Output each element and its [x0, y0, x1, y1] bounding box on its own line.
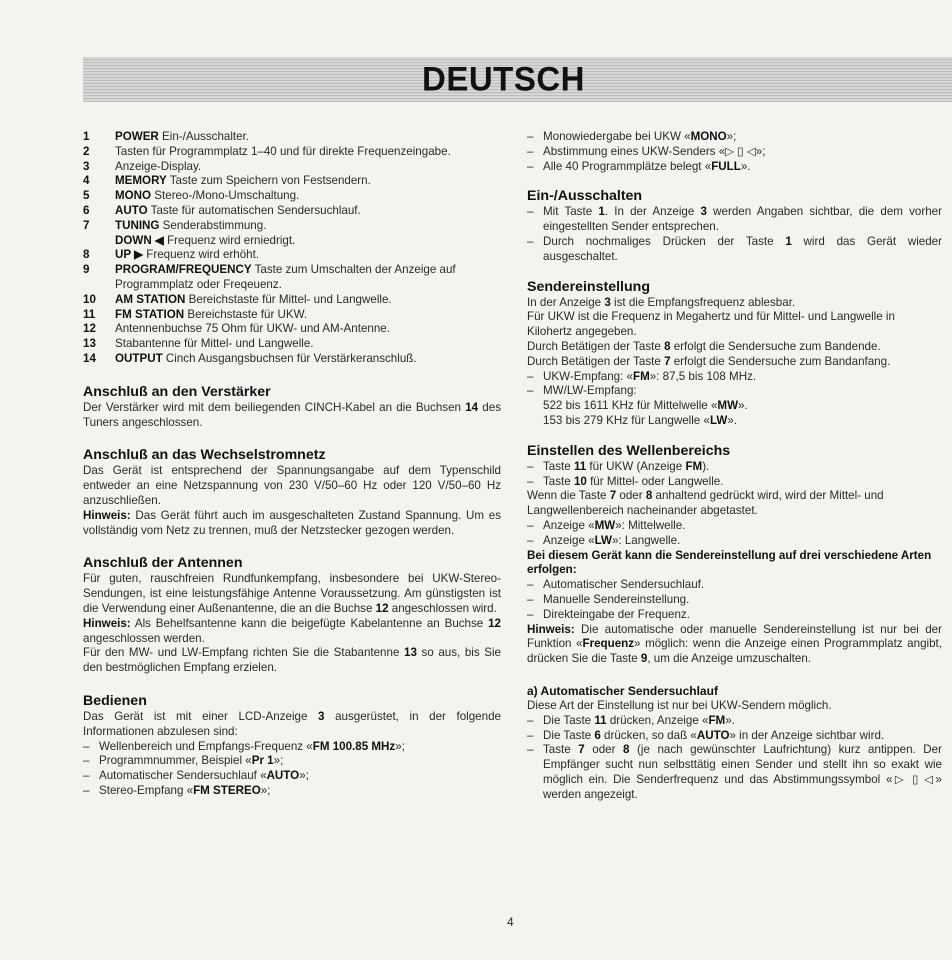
ref-number: 8	[645, 489, 653, 503]
list-item: – Stereo-Empfang «FM STEREO»;	[83, 783, 271, 797]
list-item: – Abstimmung eines UKW-Senders «▷ ▯ ◁»;	[527, 145, 942, 160]
text: Alle 40 Programmplätze belegt «	[543, 159, 712, 173]
text: Die Taste	[543, 713, 595, 727]
control-list-item	[83, 263, 501, 293]
display-text: AUTO	[696, 728, 730, 742]
control-list-item	[83, 204, 501, 219]
text: Durch nochmaliges Drücken der Taste	[543, 234, 786, 248]
item-number: 3	[83, 159, 90, 173]
list-item: – Alle 40 Programmplätze belegt «FULL».	[527, 159, 751, 173]
control-key-name: MONO	[115, 189, 152, 203]
item-text	[115, 145, 501, 160]
control-list-item	[83, 145, 501, 160]
text: Automatischer Sendersuchlauf «	[99, 769, 267, 783]
text: drücken, Anzeige «	[606, 713, 709, 727]
item-number: 7	[83, 218, 90, 232]
item-number: 4	[83, 174, 90, 188]
text: Als Behelfsantenne kann die beigefügte Kabelantenne an Buchse	[130, 616, 489, 630]
item-text	[115, 352, 501, 367]
list-item: – Die Taste 11 drücken, Anzeige «FM».	[527, 713, 735, 727]
list-item: – Direkteingabe der Frequenz.	[527, 608, 942, 623]
control-list-item	[83, 189, 501, 204]
control-description: Stereo-/Mono-Umschaltung.	[151, 189, 300, 203]
text: »;	[726, 130, 737, 143]
hint-label: Hinweis:	[83, 616, 131, 630]
paragraph: Diese Art der Einstellung ist nur bei UKW-Sendern möglich.	[527, 698, 832, 712]
ref-number: 10	[573, 474, 587, 488]
text: Das Gerät führt auch im ausgeschalteten Zustand Spannung. Um es vollständig vom Netz zu trennen, muß der Netzstecker gezogen werden.	[83, 508, 501, 537]
text: wird das Gerät wieder ausgeschaltet.	[543, 234, 942, 263]
bold-note: Bei diesem Gerät kann die Sendereinstellung auf drei verschiedene Arten erfolgen:	[527, 548, 932, 577]
ref-number: 11	[594, 713, 607, 727]
text: ».	[740, 159, 751, 173]
item-number: 5	[83, 189, 90, 203]
section-heading-amplifier: Anschluß an den Verstärker	[83, 383, 271, 400]
list-item: – Durch nochmaliges Drücken der Taste 1 wird das Gerät wieder ausgeschaltet.	[527, 234, 942, 263]
text: »;	[273, 754, 284, 768]
text: für Mittel- oder Langwelle.	[586, 474, 724, 488]
display-text: MW	[717, 399, 739, 413]
display-text: FM STEREO	[193, 783, 261, 797]
ref-number: 3	[318, 709, 325, 723]
hint-label: Hinweis:	[83, 508, 131, 522]
text: , um die Anzeige umzuschalten.	[647, 652, 812, 666]
item-number: 11	[83, 307, 96, 321]
paragraph	[83, 710, 501, 740]
text: Die automatische oder manuelle Sendereinstellung ist nur bei der Funktion «	[527, 622, 942, 651]
list-subline	[527, 399, 942, 414]
section-heading-on-off: Ein-/Ausschalten	[527, 188, 643, 205]
text: angeschlossen werden.	[83, 631, 205, 645]
display-text: FM 100.85 MHz	[312, 739, 396, 753]
paragraph	[527, 296, 942, 311]
text: erfolgt die Sendersuche zum Bandanfang.	[670, 354, 891, 368]
controls-list	[83, 130, 501, 367]
item-text	[115, 130, 501, 145]
text: Manuelle Sendereinstellung.	[543, 592, 690, 606]
subsection-heading-auto-search: a) Automatischer Sendersuchlauf	[527, 683, 718, 698]
item-number: 8	[83, 248, 90, 262]
item-number: 10	[83, 292, 96, 306]
display-text: FULL	[711, 159, 741, 173]
text: »: Langwelle.	[611, 533, 681, 547]
ref-number: 9	[640, 652, 648, 666]
text: des Tuners angeschlossen.	[83, 400, 501, 429]
control-key-name: AUTO	[115, 203, 148, 217]
page-number: 4	[507, 915, 514, 929]
section-heading-power: Anschluß an das Wechselstromnetz	[83, 447, 326, 464]
ref-number: 7	[664, 354, 671, 368]
list-item: – Mit Taste 1. In der Anzeige 3 werden Angaben sichtbar, die dem vorher eingestellten Sender entsprechen.	[527, 205, 942, 234]
control-list-item	[83, 174, 501, 189]
ref-number: 3	[700, 205, 707, 219]
paragraph	[83, 401, 501, 431]
item-text	[115, 293, 501, 308]
control-key-name: PROGRAM/FREQUENCY	[115, 263, 252, 277]
ref-number: 8	[664, 339, 671, 353]
display-text: LW	[709, 413, 728, 427]
text: »: 87,5 bis 108 MHz.	[649, 369, 757, 383]
text: werden Angaben sichtbar, die dem vorher eingestellten Sender entsprechen.	[543, 205, 942, 234]
list-item: – Programmnummer, Beispiel «Pr 1»;	[83, 754, 284, 768]
text: Automatischer Sendersuchlauf.	[543, 578, 705, 592]
text: UKW-Empfang: «	[543, 369, 633, 383]
control-key-name: DOWN ◀	[115, 233, 164, 247]
list-item: – Die Taste 6 drücken, so daß «AUTO» in der Anzeige sichtbar wird.	[527, 728, 885, 742]
section-heading-antennas: Anschluß der Antennen	[83, 555, 243, 572]
control-description: Taste zum Umschalten der Anzeige auf Programmplatz oder Freqeuenz.	[115, 263, 456, 291]
control-list-item	[83, 248, 501, 263]
item-text	[115, 174, 501, 189]
control-list-item	[83, 130, 501, 145]
list-item: – Wellenbereich und Empfangs-Frequenz «FM 100.85 MHz»;	[83, 739, 405, 753]
control-description: Bereichstaste für Mittel- und Langwelle.	[185, 292, 392, 306]
item-number: 6	[83, 203, 90, 217]
ref-number: 11	[573, 459, 587, 473]
list-item: – Anzeige «MW»: Mittelwelle.	[527, 518, 686, 532]
page-title: DEUTSCH	[422, 59, 586, 98]
control-description: Frequenz wird erniedrigt.	[163, 233, 296, 247]
display-text: MW	[594, 518, 616, 532]
item-text	[115, 337, 501, 352]
text: so aus, bis Sie den bestmöglichen Empfang erzielen.	[83, 646, 501, 675]
text: Die Taste	[543, 728, 595, 742]
control-description: Senderabstimmung.	[159, 218, 267, 232]
text: anhaltend gedrückt wird, wird der Mittel- und Langwellenbereich nacheinander abgetastet.	[527, 489, 884, 518]
text: ausgerüstet, in der folgende Informationen abzulesen sind:	[83, 709, 501, 738]
section-heading-tuning: Sendereinstellung	[527, 278, 650, 295]
display-text: FM	[708, 713, 726, 727]
text: drücken, so daß «	[600, 728, 697, 742]
control-description: Cinch Ausgangsbuchsen für Verstärkeranschluß.	[162, 351, 417, 365]
control-key-name: UP ▶	[115, 248, 144, 262]
text: MW/LW-Empfang:	[543, 384, 637, 398]
paragraph: Das Gerät ist entsprechend der Spannungsangabe auf dem Typenschild entweder an eine Netzspannung von 230 V/50–60 Hz oder 120 V/50–60 Hz anzuschließen.	[83, 464, 501, 507]
list-item: – UKW-Empfang: «FM»: 87,5 bis 108 MHz.	[527, 369, 757, 383]
text: ).	[702, 459, 710, 473]
control-key-name: POWER	[115, 130, 159, 143]
control-list-item	[83, 308, 501, 323]
text: »;	[395, 739, 405, 753]
item-number: 9	[83, 263, 90, 277]
paragraph: Für UKW ist die Frequenz in Megahertz und für Mittel- und Langwelle in Kilohertz angegeben.	[527, 310, 895, 339]
text: Programmnummer, Beispiel «	[99, 754, 252, 768]
text: Wellenbereich und Empfangs-Frequenz «	[99, 739, 313, 753]
item-number: 14	[83, 351, 96, 365]
text: Der Verstärker wird mit dem beiliegenden CINCH-Kabel an die Buchsen	[83, 400, 466, 414]
list-item: – Taste 7 oder 8 (je nach gewünschter Laufrichtung) kurz antippen. Der Empfänger sucht nun selbsttätig einen Sender und stellt ihn so exakt wie möglich ein. Die Senderfrequenz und das Abstimmungssymbol «▷ ▯ ◁» werden angezeigt.	[527, 743, 942, 801]
control-list-item	[83, 352, 501, 367]
display-text: FM	[685, 459, 703, 473]
item-text	[115, 234, 501, 249]
text: ist die Empfangsfrequenz ablesbar.	[610, 295, 796, 309]
text: oder	[584, 743, 624, 757]
text: 153 bis 279 KHz für Langwelle «	[543, 413, 710, 427]
item-number: 2	[83, 144, 90, 158]
section-heading-operation: Bedienen	[83, 692, 147, 709]
item-text	[115, 322, 501, 337]
text: Taste	[543, 474, 574, 488]
display-text: LW	[594, 533, 612, 547]
list-item: – Anzeige «LW»: Langwelle.	[527, 533, 681, 547]
item-text	[115, 204, 501, 219]
display-text: FM	[633, 369, 650, 383]
control-list-item	[83, 219, 501, 234]
control-description: Tasten für Programmplatz 1–40 und für direkte Frequenzeingabe.	[115, 144, 451, 158]
control-key-name: OUTPUT	[115, 351, 163, 365]
text: Durch Betätigen der Taste	[527, 339, 665, 353]
item-text	[115, 189, 501, 204]
display-text: MONO	[690, 130, 727, 143]
control-list-item	[83, 322, 501, 337]
item-number: 13	[83, 337, 96, 351]
ref-number: 1	[785, 234, 792, 248]
hint	[83, 617, 501, 647]
control-list-item	[83, 160, 501, 175]
item-number	[83, 234, 115, 249]
paragraph	[83, 646, 501, 676]
control-key-name: TUNING	[115, 218, 160, 232]
list-item: – Taste 11 für UKW (Anzeige FM).	[527, 459, 710, 473]
text: » in der Anzeige sichtbar wird.	[729, 728, 885, 742]
section-heading-band: Einstellen des Wellenbereichs	[527, 442, 731, 459]
left-column	[83, 130, 501, 799]
control-description: Taste für automatischen Sendersuchlauf.	[147, 203, 361, 217]
control-description: Taste zum Speichern von Festsendern.	[166, 174, 371, 188]
text: »: Mittelwelle.	[615, 518, 686, 532]
text: Stereo-Empfang «	[99, 783, 194, 797]
control-description: Ein-/Ausschalter.	[158, 130, 250, 143]
text: ».	[725, 713, 735, 727]
text: (je nach gewünschter Laufrichtung) kurz antippen. Der Empfänger sucht nun selbsttätig einen Sender und stellt ihn so exakt wie möglich ein. Die Senderfrequenz und das Abstimmungssymbol «▷ ▯ ◁» werden angezeigt.	[543, 743, 942, 801]
list-item: – Automatischer Sendersuchlauf.	[527, 578, 942, 593]
item-text	[115, 160, 501, 175]
text: ».	[738, 399, 748, 413]
list-item: – MW/LW-Empfang:	[527, 384, 942, 399]
text: Mit Taste	[543, 205, 599, 219]
ref-number: 3	[604, 295, 611, 309]
text: Abstimmung eines UKW-Senders «▷ ▯ ◁»;	[543, 144, 766, 158]
paragraph	[527, 489, 942, 519]
text: Anzeige «	[543, 533, 595, 547]
right-column	[527, 130, 942, 802]
text: Das Gerät ist mit einer LCD-Anzeige	[83, 709, 319, 723]
hint	[527, 623, 942, 667]
control-list-item	[83, 293, 501, 308]
control-list-item	[83, 234, 501, 249]
text: Taste	[543, 459, 574, 473]
text: 522 bis 1611 KHz für Mittelwelle «	[543, 399, 718, 413]
text: »;	[299, 769, 309, 783]
ref-number: 12	[488, 616, 501, 630]
control-description: Anzeige-Display.	[115, 159, 202, 173]
text: oder	[616, 489, 646, 503]
control-key-name: FM STATION	[115, 307, 185, 321]
text: angeschlossen wird.	[388, 601, 497, 615]
ref-number: 14	[465, 400, 479, 414]
paragraph	[83, 572, 501, 616]
item-number: 12	[83, 322, 96, 336]
control-description: Stabantenne für Mittel- und Langwelle.	[115, 337, 314, 351]
item-text	[115, 308, 501, 323]
text: Anzeige «	[543, 518, 595, 532]
text: In der Anzeige	[527, 295, 605, 309]
ref-number: 12	[375, 601, 389, 615]
item-text	[115, 263, 501, 293]
text: Durch Betätigen der Taste	[527, 354, 665, 368]
display-text: AUTO	[266, 769, 300, 783]
item-text	[115, 219, 501, 234]
text: Für den MW- und LW-Empfang richten Sie die Stabantenne	[83, 646, 404, 660]
text: erfolgt die Sendersuche zum Bandende.	[670, 339, 881, 353]
text: für UKW (Anzeige	[586, 459, 686, 473]
text: Wenn die Taste	[527, 489, 610, 503]
text: » möglich: wenn die Anzeige einen Programmplatz angibt, drücken Sie die Taste	[527, 637, 942, 666]
text: Monowiedergabe bei UKW «	[543, 130, 691, 143]
control-key-name: AM STATION	[115, 292, 186, 306]
ref-number: 1	[598, 205, 605, 219]
list-item: – Manuelle Sendereinstellung.	[527, 593, 942, 608]
paragraph	[527, 340, 942, 355]
control-description: Antennenbuchse 75 Ohm für UKW- und AM-Antenne.	[115, 322, 390, 336]
text: . In der Anzeige	[604, 205, 701, 219]
control-description: Bereichstaste für UKW.	[184, 307, 308, 321]
display-text: Pr 1	[251, 754, 274, 768]
control-description: Frequenz wird erhöht.	[143, 248, 260, 262]
item-number: 1	[83, 130, 90, 143]
text: Direkteingabe der Frequenz.	[543, 607, 690, 621]
list-subline	[527, 414, 942, 429]
list-item: – Monowiedergabe bei UKW «MONO»;	[527, 130, 737, 143]
hint-label: Hinweis:	[527, 622, 575, 636]
paragraph	[527, 355, 942, 370]
list-item: – Automatischer Sendersuchlauf «AUTO»;	[83, 769, 309, 783]
item-text	[115, 248, 501, 263]
list-item: – Taste 10 für Mittel- oder Langwelle.	[527, 474, 724, 488]
text: Für guten, rauschfreien Rundfunkempfang, insbesondere bei UKW-Stereo-Sendungen, ist eine leistungsfähige Antenne Voraussetzung. Am günstigsten ist die Verwendung einer Außenantenne, die an die Buchse	[83, 572, 501, 615]
control-list-item	[83, 337, 501, 352]
hint	[83, 509, 501, 539]
ref-number: 7	[609, 489, 617, 503]
text: »;	[260, 783, 271, 797]
text: ».	[727, 413, 737, 427]
text: Taste	[543, 743, 579, 757]
ref-number: 6	[594, 728, 601, 742]
display-text: Frequenz	[582, 637, 635, 651]
ref-number: 13	[404, 646, 417, 660]
ref-number: 7	[578, 743, 585, 757]
ref-number: 8	[623, 743, 630, 757]
control-key-name: MEMORY	[115, 174, 167, 188]
